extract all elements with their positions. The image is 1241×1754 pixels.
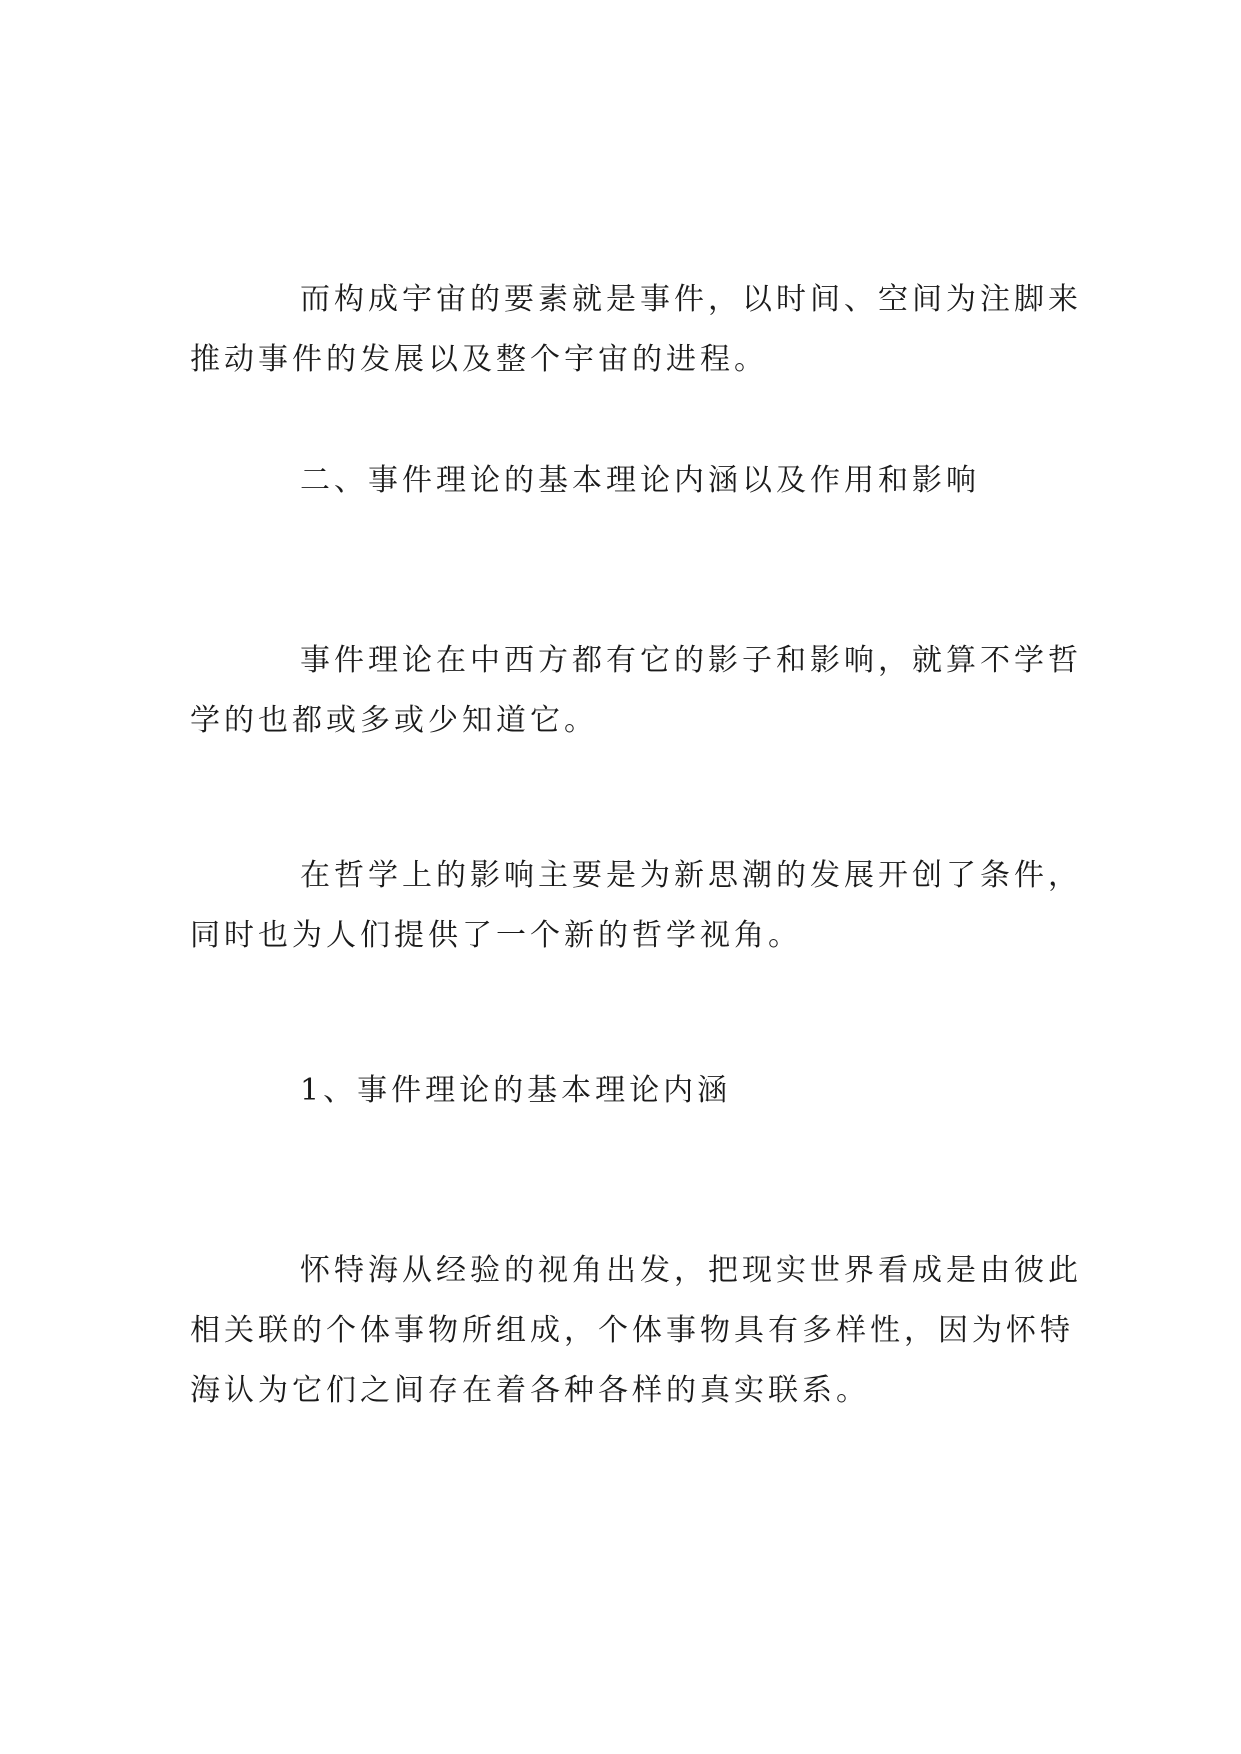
paragraph-whitehead [190, 1241, 1082, 1421]
paragraph-philosophy-influence [190, 846, 1082, 966]
heading-text: 1、事件理论的基本理论内涵 [300, 1073, 732, 1108]
heading-text: 二、事件理论的基本理论内涵以及作用和影响 [300, 463, 980, 498]
paragraph-event-theory-influence [190, 631, 1082, 751]
paragraph-line: 事件理论在中西方都有它的影子和影响，就算不学哲 [300, 643, 1082, 678]
paragraph-line: 同时也为人们提供了一个新的哲学视角。 [190, 918, 802, 953]
paragraph-line: 海认为它们之间存在着各种各样的真实联系。 [190, 1373, 870, 1408]
paragraph-line: 在哲学上的影响主要是为新思潮的发展开创了条件， [300, 858, 1082, 893]
paragraph-line: 而构成宇宙的要素就是事件，以时间、空间为注脚来 [300, 282, 1082, 317]
paragraph-line: 推动事件的发展以及整个宇宙的进程。 [190, 342, 768, 377]
paragraph-line: 相关联的个体事物所组成，个体事物具有多样性，因为怀特 [190, 1313, 1074, 1348]
paragraph-universe-elements [190, 270, 1082, 390]
section-heading-2 [190, 451, 1060, 511]
subsection-heading-1 [190, 1061, 1060, 1121]
paragraph-line: 学的也都或多或少知道它。 [190, 703, 598, 738]
paragraph-line: 怀特海从经验的视角出发，把现实世界看成是由彼此 [300, 1253, 1082, 1288]
